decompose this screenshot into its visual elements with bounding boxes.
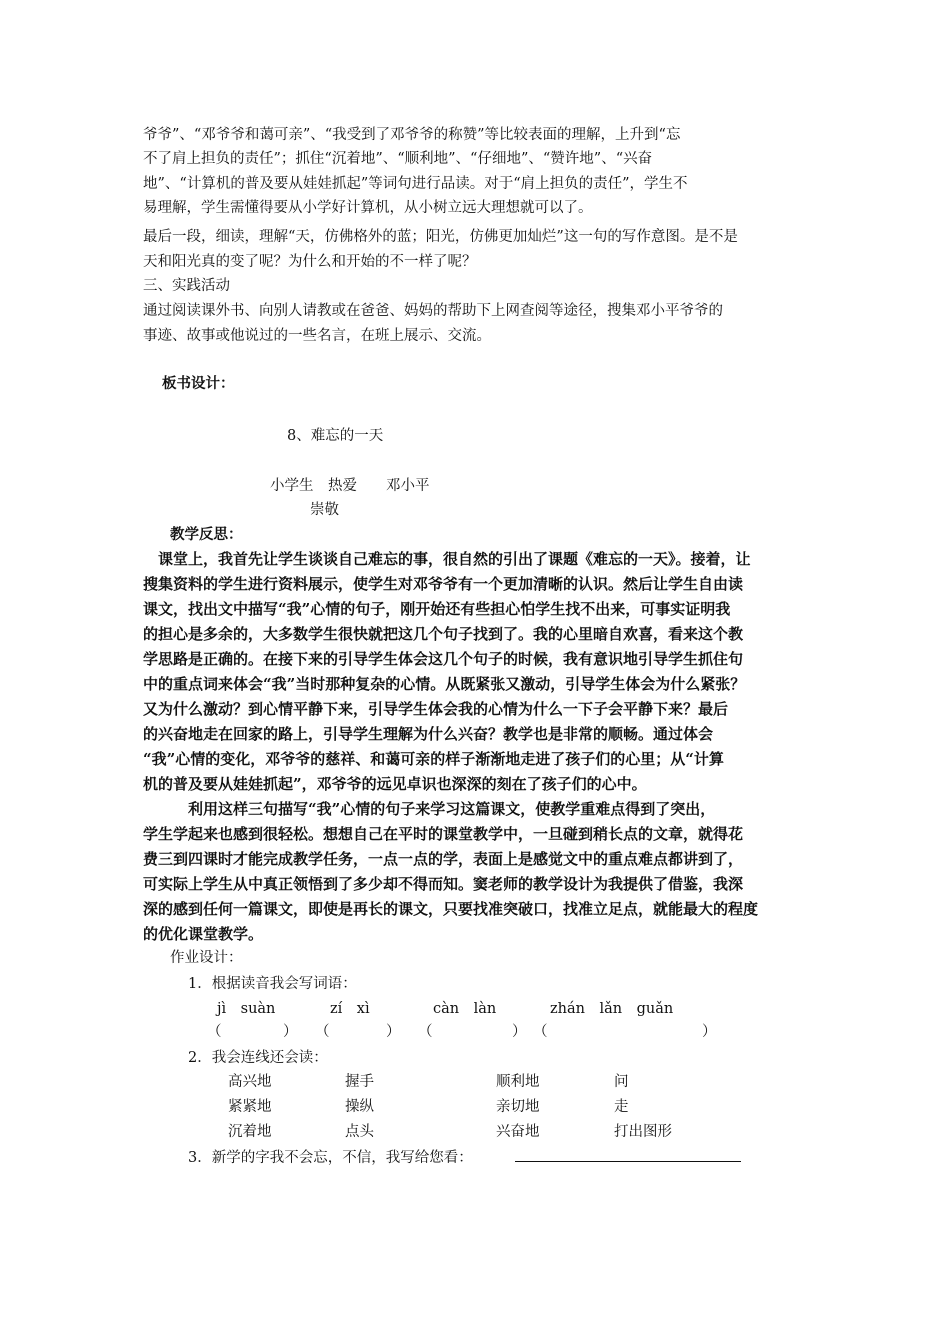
pinyin: càn làn <box>433 1001 497 1017</box>
analysis-line: 地”、“计算机的普及要从娃娃抓起”等词句进行品读。对于“肩上担负的责任”，学生不 <box>143 176 688 192</box>
match-item: 握手 <box>345 1074 374 1090</box>
analysis-line: 最后一段，细读，理解“天，仿佛格外的蓝；阳光，仿佛更加灿烂”这一句的写作意图。是不是 <box>143 229 738 245</box>
question-1-label: 1．根据读音我会写词语： <box>188 976 357 992</box>
reflection-line: 的担心是多余的，大多数学生很快就把这几个句子找到了。我的心里暗自欢喜，看来这个教 <box>143 625 744 643</box>
board-title: 8、难忘的一天 <box>287 428 384 444</box>
match-item: 点头 <box>345 1124 374 1140</box>
board-heading: 板书设计： <box>162 375 235 392</box>
match-item: 问 <box>614 1074 629 1090</box>
board-row: 崇敬 <box>310 502 339 518</box>
match-item: 走 <box>614 1099 629 1115</box>
reflection-heading: 教学反思： <box>170 526 243 543</box>
reflection-line: 课堂上，我首先让学生谈谈自己难忘的事，很自然的引出了课题《难忘的一天》。接着，让 <box>143 550 751 568</box>
reflection-line: 费三到四课时才能完成教学任务，一点一点的学，表面上是感觉文中的重点难点都讲到了， <box>143 850 744 868</box>
reflection-line: “我”心情的变化，邓爷爷的慈祥、和蔼可亲的样子渐渐地走进了孩子们的心里；从“计算 <box>143 750 724 768</box>
question-3-label: 3．新学的字我不会忘，不信，我写给您看： <box>188 1150 473 1166</box>
answer-underline <box>515 1161 741 1162</box>
reflection-line: 可实际上学生从中真正领悟到了多少却不得而知。窦老师的教学设计为我提供了借鉴，我深 <box>143 875 744 893</box>
practice-heading: 三、实践活动 <box>143 278 230 294</box>
board-row: 小学生 热爱 邓小平 <box>270 478 430 494</box>
reflection-line: 中的重点词来体会“我”当时那种复杂的心情。从既紧张又激动，引导学生体会为什么紧张？ <box>143 675 746 693</box>
reflection-line: 机的普及要从娃娃抓起”，邓爷爷的远见卓识也深深的刻在了孩子们的心中。 <box>143 775 647 793</box>
match-item: 沉着地 <box>228 1124 272 1140</box>
pinyin: zhán lǎn guǎn <box>550 1001 674 1017</box>
answer-bracket-open: （ <box>315 1024 330 1040</box>
answer-bracket-close: ） <box>512 1024 527 1040</box>
match-item: 操纵 <box>345 1099 374 1115</box>
pinyin: jì suàn <box>217 1001 276 1017</box>
analysis-line: 易理解，学生需懂得要从小学好计算机，从小树立远大理想就可以了。 <box>143 200 593 216</box>
reflection-line: 利用这样三句描写“我”心情的句子来学习这篇课文，使教学重难点得到了突出， <box>143 800 716 818</box>
reflection-line: 学生学起来也感到很轻松。想想自己在平时的课堂教学中，一旦碰到稍长点的文章，就得花 <box>143 825 744 843</box>
reflection-line: 的兴奋地走在回家的路上，引导学生理解为什么兴奋？教学也是非常的顺畅。通过体会 <box>143 725 714 743</box>
match-item: 紧紧地 <box>228 1099 272 1115</box>
question-2-label: 2．我会连线还会读： <box>188 1050 328 1066</box>
reflection-line: 学思路是正确的。在接下来的引导学生体会这几个句子的时候，我有意识地引导学生抓住句 <box>143 650 744 668</box>
match-item: 打出图形 <box>614 1124 672 1140</box>
analysis-line: 天和阳光真的变了呢？为什么和开始的不一样了呢？ <box>143 254 477 270</box>
reflection-line: 搜集资料的学生进行资料展示，使学生对邓爷爷有一个更加清晰的认识。然后让学生自由读 <box>143 575 744 593</box>
answer-bracket-open: （ <box>207 1024 222 1040</box>
answer-bracket-close: ） <box>702 1024 717 1040</box>
answer-bracket-close: ） <box>283 1024 298 1040</box>
analysis-line: 不了肩上担负的责任”；抓住“沉着地”、“顺利地”、“仔细地”、“赞许地”、“兴奋 <box>143 151 653 167</box>
answer-bracket-open: （ <box>418 1024 433 1040</box>
match-item: 亲切地 <box>496 1099 540 1115</box>
reflection-line: 课文，找出文中描写“我”心情的句子，刚开始还有些担心怕学生找不出来，可事实证明我 <box>143 600 731 618</box>
analysis-line: 爷爷”、“邓爷爷和蔼可亲”、“我受到了邓爷爷的称赞”等比较表面的理解，上升到“忘 <box>143 127 681 143</box>
homework-heading: 作业设计： <box>170 950 243 966</box>
practice-line: 事迹、故事或他说过的一些名言，在班上展示、交流。 <box>143 328 491 344</box>
practice-line: 通过阅读课外书、向别人请教或在爸爸、妈妈的帮助下上网查阅等途径，搜集邓小平爷爷的 <box>143 303 723 319</box>
match-item: 顺利地 <box>496 1074 540 1090</box>
match-item: 兴奋地 <box>496 1124 540 1140</box>
answer-bracket-close: ） <box>386 1024 401 1040</box>
reflection-line: 深的感到任何一篇课文，即使是再长的课文，只要找准突破口，找准立足点，就能最大的程度 <box>143 900 759 918</box>
match-item: 高兴地 <box>228 1074 272 1090</box>
reflection-line: 又为什么激动？到心情平静下来，引导学生体会我的心情为什么一下子会平静下来？最后 <box>143 700 729 718</box>
pinyin: zí xì <box>330 1001 370 1017</box>
answer-bracket-open: （ <box>533 1024 548 1040</box>
reflection-line: 的优化课堂教学。 <box>143 925 264 943</box>
